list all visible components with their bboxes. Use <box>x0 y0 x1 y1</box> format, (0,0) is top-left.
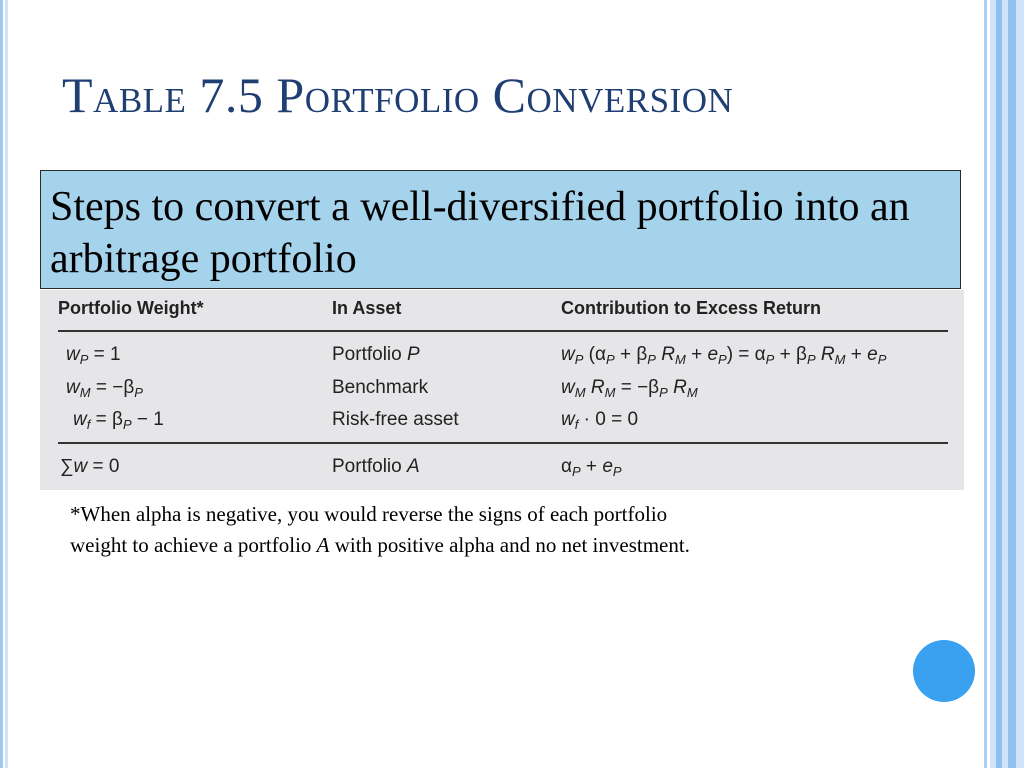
right-frame-decoration <box>980 0 1024 768</box>
conversion-table <box>40 290 964 490</box>
table-row-contribution: $w_f \cdot 0 = 0$ <box>561 409 639 432</box>
accent-circle-decoration <box>913 640 975 702</box>
footnote <box>70 499 950 561</box>
steps-banner: Steps to convert a well-diversified portfolio into an arbitrage portfolio <box>40 170 961 289</box>
table-row-asset: Risk-free asset <box>332 409 459 430</box>
table-total-contribution: $\alpha_P + e_P$ <box>561 456 622 479</box>
slide-title: Table 7.5 Portfolio Conversion <box>62 67 734 123</box>
table-row-weight: $w_P = 1$ <box>66 344 121 367</box>
header-rule <box>58 330 948 332</box>
header-contribution: Contribution to Excess Return <box>561 298 822 318</box>
footnote-line-2: weight to achieve a portfolio A with positive alpha and no net investment. <box>70 533 690 557</box>
left-frame-decoration <box>0 0 8 768</box>
header-portfolio-weight: Portfolio Weight* <box>58 298 204 318</box>
total-rule <box>58 442 948 444</box>
table-row-weight: $w_M = -\beta_P$ <box>66 377 143 400</box>
table-row-asset: Portfolio P <box>332 344 420 365</box>
table-total-weight: ∑w = 0 <box>60 456 120 477</box>
table-row-contribution: $w_P$ ($\alpha_P + \beta_P$ $R_M + e_P) = \alpha_P + \beta_P$ $R_M + e_P$ <box>561 344 887 367</box>
table-row-weight: $w_f = \beta_P - 1$ <box>73 409 164 432</box>
header-in-asset: In Asset <box>332 298 402 318</box>
footnote-line-1: *When alpha is negative, you would reverse the signs of each portfolio <box>70 502 668 526</box>
table-row-contribution: $w_M$ $R_M = -\beta_P$ $R_M$ <box>561 377 698 400</box>
table-row-asset: Benchmark <box>332 377 429 398</box>
table-total-asset: Portfolio A <box>332 456 420 477</box>
